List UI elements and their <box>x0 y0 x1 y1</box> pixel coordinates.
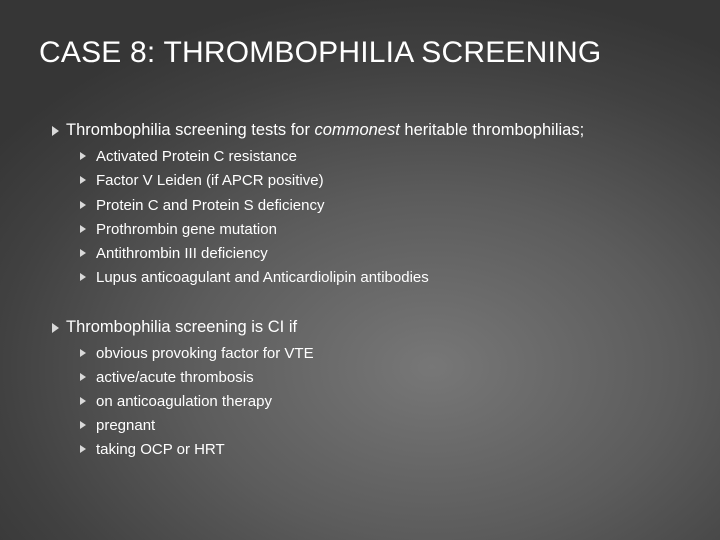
list-item-text: taking OCP or HRT <box>96 441 225 458</box>
heading-text-start: Thrombophilia screening tests for <box>66 121 315 139</box>
list-item-text: pregnant <box>96 417 156 434</box>
slide-title: CASE 8: THROMBOPHILIA SCREENING <box>39 36 602 69</box>
heading-text-end: heritable thrombophilias; <box>399 121 585 139</box>
bullet-triangle-icon <box>80 225 86 233</box>
list-item-text: Factor V Leiden (if APCR positive) <box>96 172 324 189</box>
bullet-triangle-icon <box>52 126 59 136</box>
bullet-triangle-icon <box>80 397 86 405</box>
section-heading-text: Thrombophilia screening is CI if <box>66 318 298 336</box>
bullet-triangle-icon <box>80 176 86 184</box>
bullet-triangle-icon <box>80 445 86 453</box>
bullet-triangle-icon <box>80 273 86 281</box>
bullet-triangle-icon <box>80 201 86 209</box>
list-item-text: Antithrombin III deficiency <box>96 245 268 262</box>
bullet-triangle-icon <box>80 421 86 429</box>
list-item-text: on anticoagulation therapy <box>96 393 272 410</box>
heading-text-emphasis: commonest <box>314 121 400 139</box>
list-item-text: Lupus anticoagulant and Anticardiolipin antibodies <box>96 269 429 286</box>
bullet-triangle-icon <box>80 249 86 257</box>
list-item-text: Activated Protein C resistance <box>96 148 297 165</box>
bullet-triangle-icon <box>80 373 86 381</box>
list-item-text: obvious provoking factor for VTE <box>96 345 314 362</box>
list-item-text: Protein C and Protein S deficiency <box>96 197 325 214</box>
bullet-triangle-icon <box>52 323 59 333</box>
list-item-text: active/acute thrombosis <box>96 369 254 386</box>
bullet-triangle-icon <box>80 152 86 160</box>
section-heading-text <box>66 121 584 140</box>
bullet-triangle-icon <box>80 349 86 357</box>
list-item-text: Prothrombin gene mutation <box>96 221 277 238</box>
